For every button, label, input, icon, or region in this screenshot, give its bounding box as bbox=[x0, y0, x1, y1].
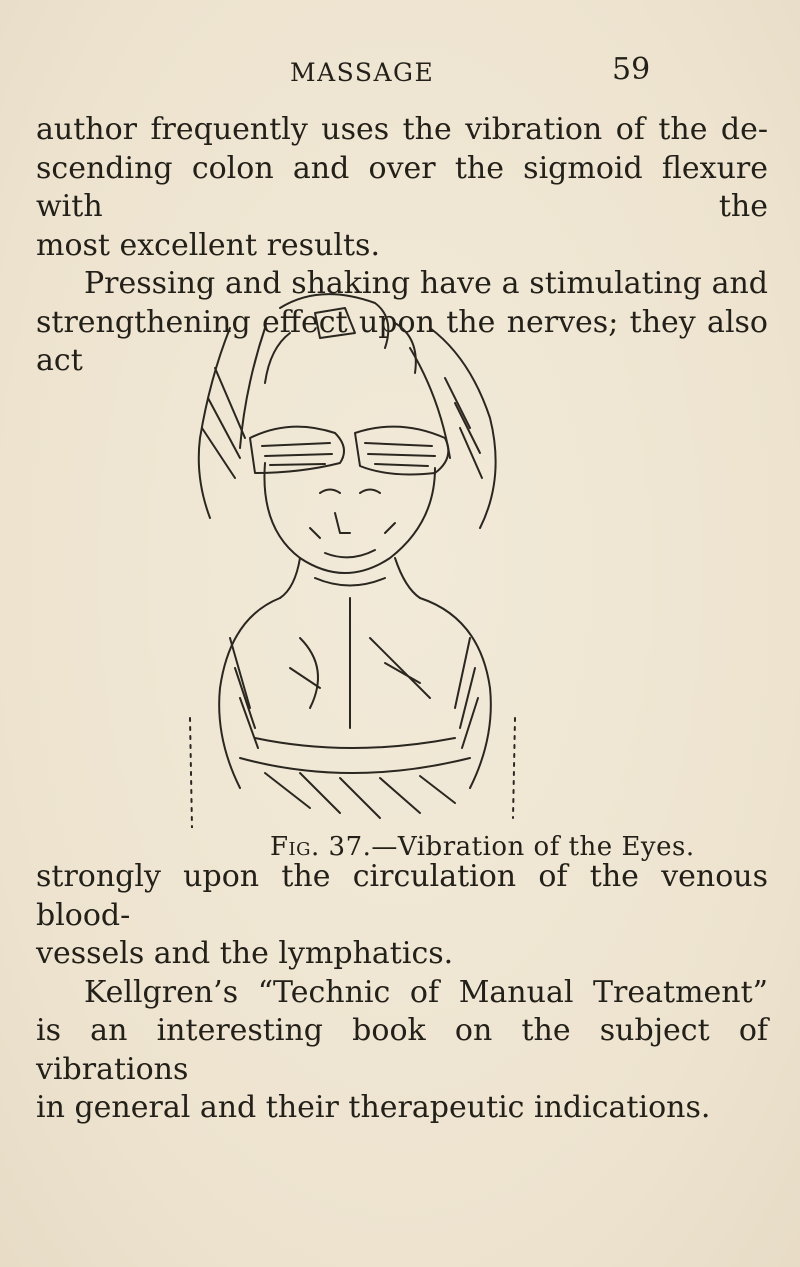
text-line: vessels and the lymphatics. bbox=[36, 936, 454, 971]
text-line: is an interesting book on the subject of vibrations bbox=[36, 1013, 768, 1087]
paragraph-bottom bbox=[36, 858, 768, 1128]
caption-label: Fig. 37. bbox=[270, 832, 372, 862]
text-line: in general and their therapeutic indications. bbox=[36, 1090, 711, 1125]
page-number: 59 bbox=[612, 52, 651, 87]
caption-title: —Vibration of the Eyes. bbox=[371, 832, 695, 862]
text-line: author frequently uses the vibration of the de- bbox=[36, 112, 768, 147]
figure-illustration-vibration-of-eyes bbox=[170, 288, 540, 828]
text-line: scending colon and over the sigmoid flexure with the bbox=[36, 150, 768, 224]
text-line: strengthening effect upon the nerves; they also act bbox=[36, 304, 768, 378]
text-line: most excellent results. bbox=[36, 227, 380, 263]
text-line: Pressing and shaking have a stimulating and bbox=[84, 266, 768, 301]
text-line: strongly upon the circulation of the venous blood- bbox=[36, 859, 768, 933]
running-head: MASSAGE bbox=[290, 58, 435, 87]
page-header bbox=[0, 50, 800, 90]
text-line: Kellgren’s “Technic of Manual Treatment” bbox=[84, 974, 768, 1010]
